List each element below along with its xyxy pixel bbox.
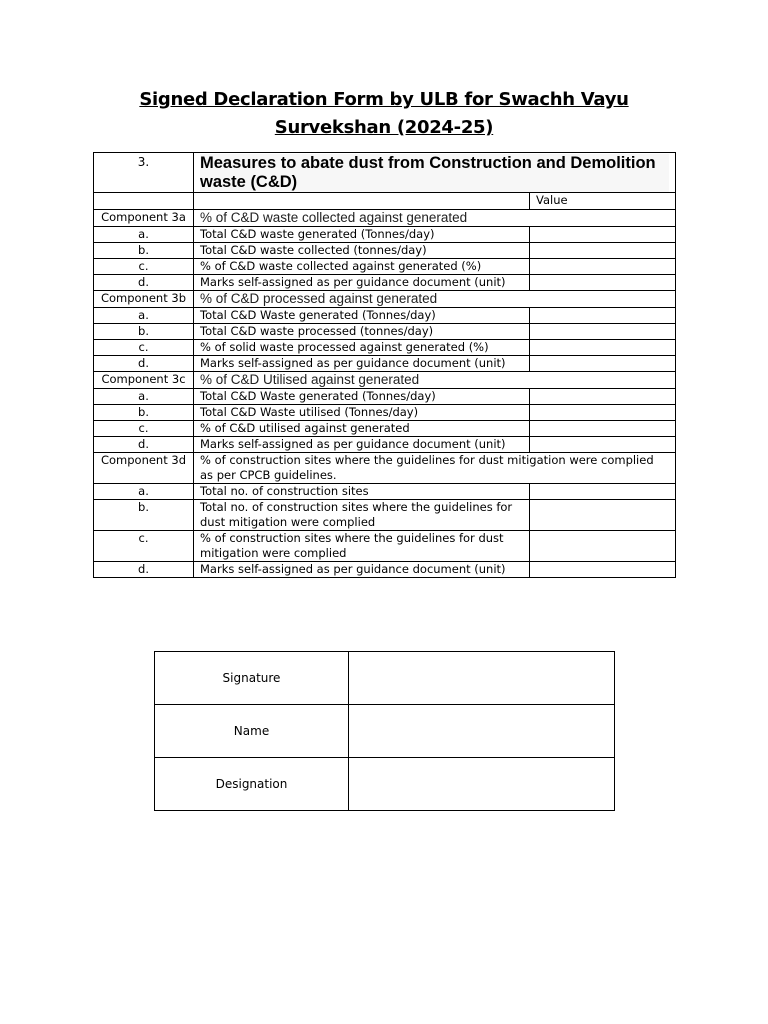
component-label: Component 3d <box>94 453 194 484</box>
signature-field-input[interactable] <box>349 758 615 811</box>
item-value-field[interactable] <box>530 227 676 243</box>
item-description: % of solid waste processed against generated (%) <box>194 340 530 356</box>
item-row <box>94 243 676 259</box>
item-row <box>94 227 676 243</box>
item-value-field[interactable] <box>530 405 676 421</box>
item-value-field[interactable] <box>530 500 676 531</box>
item-value-field[interactable] <box>530 340 676 356</box>
cd-waste-table <box>93 152 676 578</box>
item-label: a. <box>94 308 194 324</box>
item-row <box>94 562 676 578</box>
item-row <box>94 531 676 562</box>
item-label: d. <box>94 356 194 372</box>
section-header-row <box>94 153 676 193</box>
signature-field-label: Signature <box>155 652 349 705</box>
item-description: Total C&D waste processed (tonnes/day) <box>194 324 530 340</box>
item-label: d. <box>94 437 194 453</box>
item-description: Total C&D Waste generated (Tonnes/day) <box>194 308 530 324</box>
item-description: % of construction sites where the guidelines for dust mitigation were complied <box>194 531 530 562</box>
signature-row <box>155 758 615 811</box>
component-title: % of construction sites where the guidelines for dust mitigation were complied as per CPCB guidelines. <box>194 453 676 484</box>
section-heading <box>194 153 676 193</box>
item-description: Total C&D Waste generated (Tonnes/day) <box>194 389 530 405</box>
item-description: Marks self-assigned as per guidance document (unit) <box>194 275 530 291</box>
section-heading-text: Measures to abate dust from Construction and Demolition waste (C&D) <box>200 154 669 192</box>
component-row <box>94 453 676 484</box>
item-description: Total C&D Waste utilised (Tonnes/day) <box>194 405 530 421</box>
item-row <box>94 421 676 437</box>
signature-table <box>154 651 615 811</box>
signature-field-label: Designation <box>155 758 349 811</box>
blank-cell <box>94 193 194 210</box>
item-value-field[interactable] <box>530 275 676 291</box>
item-description: Marks self-assigned as per guidance document (unit) <box>194 356 530 372</box>
item-description: Total C&D waste generated (Tonnes/day) <box>194 227 530 243</box>
section-number: 3. <box>94 153 194 193</box>
item-value-field[interactable] <box>530 484 676 500</box>
item-label: a. <box>94 484 194 500</box>
component-label: Component 3c <box>94 372 194 389</box>
item-value-field[interactable] <box>530 389 676 405</box>
item-value-field[interactable] <box>530 259 676 275</box>
item-description: Total no. of construction sites where the guidelines for dust mitigation were complied <box>194 500 530 531</box>
item-value-field[interactable] <box>530 356 676 372</box>
item-value-field[interactable] <box>530 562 676 578</box>
value-column-header: Value <box>530 193 676 210</box>
item-value-field[interactable] <box>530 437 676 453</box>
blank-cell <box>194 193 530 210</box>
signature-field-label: Name <box>155 705 349 758</box>
value-header-row <box>94 193 676 210</box>
item-row <box>94 324 676 340</box>
item-label: d. <box>94 275 194 291</box>
item-row <box>94 259 676 275</box>
form-title: Signed Declaration Form by ULB for Swachh Vayu Survekshan (2024-25) <box>139 89 629 138</box>
item-value-field[interactable] <box>530 243 676 259</box>
component-row <box>94 210 676 227</box>
item-row <box>94 500 676 531</box>
item-value-field[interactable] <box>530 421 676 437</box>
item-row <box>94 340 676 356</box>
item-value-field[interactable] <box>530 531 676 562</box>
item-label: c. <box>94 421 194 437</box>
item-row <box>94 484 676 500</box>
item-description: % of C&D waste collected against generated (%) <box>194 259 530 275</box>
item-value-field[interactable] <box>530 324 676 340</box>
signature-row <box>155 705 615 758</box>
component-label: Component 3a <box>94 210 194 227</box>
component-row <box>94 372 676 389</box>
item-row <box>94 405 676 421</box>
item-label: a. <box>94 389 194 405</box>
item-label: b. <box>94 500 194 531</box>
component-title: % of C&D processed against generated <box>194 291 676 308</box>
component-label: Component 3b <box>94 291 194 308</box>
item-label: c. <box>94 531 194 562</box>
item-row <box>94 389 676 405</box>
item-row <box>94 356 676 372</box>
item-label: b. <box>94 324 194 340</box>
item-label: b. <box>94 405 194 421</box>
item-label: c. <box>94 259 194 275</box>
item-label: a. <box>94 227 194 243</box>
item-label: b. <box>94 243 194 259</box>
component-title: % of C&D Utilised against generated <box>194 372 676 389</box>
item-description: Total C&D waste collected (tonnes/day) <box>194 243 530 259</box>
component-row <box>94 291 676 308</box>
item-description: Marks self-assigned as per guidance document (unit) <box>194 562 530 578</box>
component-title: % of C&D waste collected against generated <box>194 210 676 227</box>
item-value-field[interactable] <box>530 308 676 324</box>
item-description: Total no. of construction sites <box>194 484 530 500</box>
item-label: c. <box>94 340 194 356</box>
item-row <box>94 308 676 324</box>
signature-row <box>155 652 615 705</box>
item-label: d. <box>94 562 194 578</box>
item-row <box>94 275 676 291</box>
signature-field-input[interactable] <box>349 705 615 758</box>
item-row <box>94 437 676 453</box>
item-description: Marks self-assigned as per guidance document (unit) <box>194 437 530 453</box>
signature-field-input[interactable] <box>349 652 615 705</box>
item-description: % of C&D utilised against generated <box>194 421 530 437</box>
